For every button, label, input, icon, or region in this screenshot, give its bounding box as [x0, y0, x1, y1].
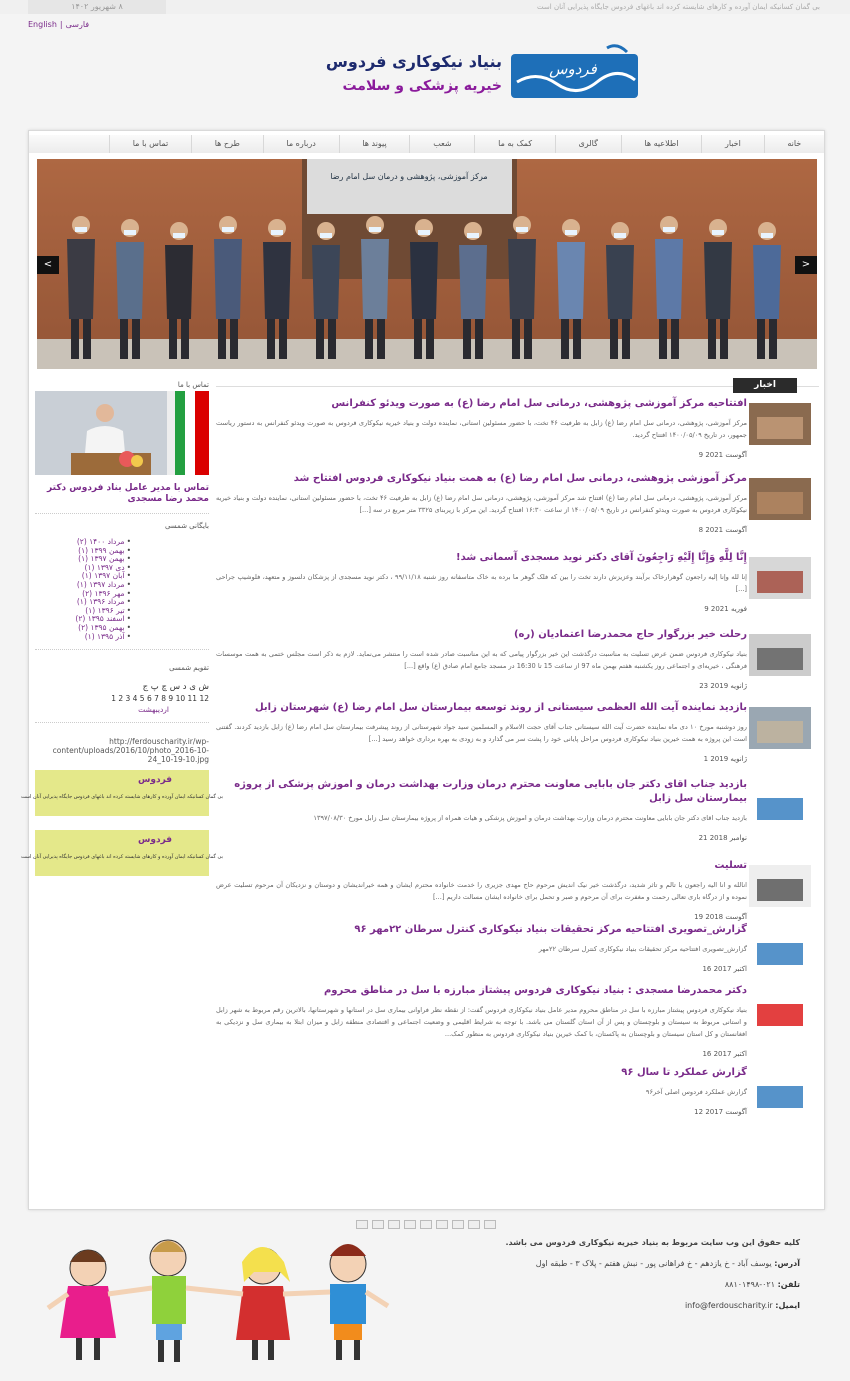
- nav-spacer: [29, 135, 109, 153]
- archive-link[interactable]: • بهمن ۱۳۹۹ (۱): [35, 547, 131, 556]
- news-date: 9 فوریه 2021: [704, 605, 747, 613]
- sidebar: [20, 381, 224, 876]
- main-nav: [109, 135, 824, 153]
- news-thumbnail[interactable]: [749, 634, 811, 676]
- logo-mark-text: فردوس: [549, 60, 597, 78]
- verse-banner-image: [20, 830, 224, 876]
- news-excerpt: بنیاد نیکوکاری فردوس پیشتاز مبارزه با سل در مناطق محروم مدیر عامل بنیاد نیکوکاری فردوس گفت: از نقطه نظر فراوانی بیماری سل در استانها و شهرستانها، بالاترین رقم مربوط به شهر زابل و استانی مربوط به سیستان و بلوچستان و پس از آن استان گلستان می باشد. با توجه به شرایط اقلیمی و وضعیت اجتماعی و اقتصادی منطقه زابل و میزان ابتلا به بیماری سل و نزدیکی به افغانستان و کل استان سیستان و بلوچستان به پاکستان، با کمک خیرین بنیاد نیکوکاری فردوس به منظور کمک...: [216, 1006, 747, 1038]
- news-item: [216, 923, 819, 973]
- calendar-month-link[interactable]: اردیبهشت: [138, 705, 169, 715]
- svg-text:بی گمان کسانیکه ایمان آورده و: بی گمان کسانیکه ایمان آورده و کارهای شایسته کرده اند باغهای فردوس جایگاه پذیرایی آنان است: [20, 854, 224, 861]
- news-title-link[interactable]: بازدید جناب اقای دکتر جان بابایی معاونت محترم درمان وزارت بهداشت درمان و اموزش پزشکی از پروژه بیمارستان سل زابل: [234, 779, 747, 804]
- archive-link[interactable]: • بهمن ۱۳۹۷ (۱): [35, 555, 131, 564]
- archive-link[interactable]: • دی ۱۳۹۷ (۱): [35, 564, 131, 573]
- top-bar: [0, 0, 850, 14]
- news-item: [216, 551, 819, 613]
- news-thumbnail[interactable]: [749, 1072, 811, 1114]
- archive-link[interactable]: • بهمن ۱۳۹۵ (۲): [35, 624, 131, 633]
- nav-item[interactable]: درباره ما: [263, 135, 339, 153]
- social-icon[interactable]: [436, 1220, 448, 1229]
- news-thumbnail[interactable]: [749, 478, 811, 520]
- verse-banner-image: [20, 770, 224, 816]
- social-icon[interactable]: [452, 1220, 464, 1229]
- news-title-link[interactable]: رحلت خیر بزرگوار حاج محمدرضا اعتمادیان (ره): [513, 629, 747, 640]
- news-excerpt: مرکز آموزشی، پژوهشی، درمانی سل امام رضا (ع) افتتاح شد مرکز آموزشی، پژوهشی، درمانی سل امام رضا (ع) زابل به ظرفیت ۴۶ تخت، با حضور مسئولین استانی، نماینده دولت و بنیاد خیریه نیکوکاری فردوس به صورت ویدئو کنفرانس در تاریخ ۱۴۰۰/۰۵/۰۹ از ساعت ۱۶:۳۰ افتتاح گردید. این مرکز با زیربنای ۳۳۲۵ متر مربع در سه [...]: [216, 494, 747, 514]
- news-title-link[interactable]: إِنَّا لِلَّهِ وَإِنَّا إِلَيْهِ رَاجِعُونَ آقای دکتر نوید مسجدی آسمانی شد!: [456, 552, 747, 563]
- news-date: 21 نوامبر 2018: [698, 834, 747, 842]
- lang-farsi-link[interactable]: فارسی: [65, 20, 90, 29]
- archive-link[interactable]: • مهر ۱۳۹۶ (۲): [35, 590, 131, 599]
- news-date: 19 آگوست 2018: [694, 913, 747, 921]
- nav-item[interactable]: تماس با ما: [109, 135, 191, 153]
- news-date: 12 آگوست 2017: [694, 1108, 747, 1116]
- news-date: 9 آگوست 2021: [698, 451, 747, 459]
- archive-heading: بایگانی شمسی: [164, 522, 209, 530]
- nav-item[interactable]: خانه: [764, 135, 824, 153]
- news-header-line: [216, 386, 819, 387]
- news-item: [216, 984, 819, 1058]
- archive-link[interactable]: • مرداد ۱۴۰۰ (۲): [35, 538, 131, 547]
- footer-email-link[interactable]: info@ferdouscharity.ir: [684, 1301, 773, 1310]
- hero-slider: [37, 159, 817, 369]
- archive-link[interactable]: • اسفند ۱۳۹۵ (۲): [35, 615, 131, 624]
- divider: [35, 513, 209, 514]
- nav-item[interactable]: گالری: [555, 135, 621, 153]
- news-item: [216, 1066, 819, 1116]
- verse-banner[interactable]: [20, 770, 224, 816]
- news-date: 1 ژانویه 2019: [703, 755, 747, 763]
- manager-contact-link[interactable]: تماس با مدیر عامل بناد فردوس دکتر محمد رضا مسجدی: [47, 483, 209, 504]
- news-thumbnail[interactable]: [749, 403, 811, 445]
- nav-item[interactable]: کمک به ما: [474, 135, 554, 153]
- ferdous-logo-mark: [507, 40, 642, 102]
- archive-link[interactable]: • تیر ۱۳۹۶ (۱): [35, 607, 131, 616]
- archive-link[interactable]: • آذر ۱۳۹۵ (۱): [35, 633, 131, 642]
- news-header: [216, 377, 819, 393]
- calendar-dates: 1 2 3 4 5 6 7 8 9 10 11 12: [111, 694, 209, 704]
- slider-prev-button[interactable]: <: [37, 256, 59, 274]
- news-thumbnail[interactable]: [749, 865, 811, 907]
- footer-address: یوسف آباد - خ یازدهم - خ فراهانی پور - نبش هفتم - پلاک ۳ - طبقه اول: [535, 1259, 772, 1268]
- news-item: [216, 701, 819, 763]
- news-title-link[interactable]: تسلیت: [714, 860, 747, 871]
- lang-separator: |: [59, 20, 63, 29]
- lang-english-link[interactable]: English: [28, 20, 57, 29]
- nav-item[interactable]: پیوند ها: [339, 135, 410, 153]
- news-excerpt: إنا لله وإنا إليه راجعون گوهرارخاک برآیند وعزیزش دارند تخت را بین که فلک گوهر ما برده به خاک متاسفانه روز شنبه ۹۹/۱۱/۱۸ ، دکتر نوید مسجدی از پزشکان دلسوز و متعهد، فلوشیپ جراحی [...]: [216, 573, 747, 593]
- news-excerpt: روز دوشنبه مورخ ۱۰ دی ماه نماینده حضرت آیت الله سیستانی جناب آقای حجت الاسلام و المسلمین سید جواد شهرستانی از روند پیشرفت بیمارستان سل امام رضا (ع) زابل بازدید کردند. گفتنی است این پروژه به همت خیرین بنیاد نیکوکاری فردوس مراحل پایانی خود را پشت سر می گذارد و به زودی به بهره برداری خواهد رسید [...]: [216, 723, 747, 743]
- footer-info: [380, 1232, 800, 1316]
- news-item: [216, 472, 819, 534]
- news-thumbnail[interactable]: [749, 929, 811, 971]
- news-thumbnail[interactable]: [749, 784, 811, 826]
- kids-illustration: [28, 1228, 398, 1368]
- news-title-link[interactable]: گزارش عملکرد تا سال ۹۶: [621, 1067, 747, 1078]
- news-heading: اخبار: [733, 378, 797, 393]
- news-thumbnail[interactable]: [749, 707, 811, 749]
- news-item: [216, 859, 819, 921]
- news-thumbnail[interactable]: [749, 557, 811, 599]
- footer-address-label: آدرس:: [774, 1259, 800, 1268]
- verse-banner[interactable]: [20, 830, 224, 876]
- news-title-link[interactable]: بازدید نماینده آیت الله العظمی سیستانی از روند توسعه بیمارستان سل امام رضا (ع) شهرستان زابل: [254, 702, 747, 713]
- footer-phone: ۰۲۱-۸۸۱۰۱۴۹۸: [724, 1280, 776, 1289]
- logo-title: بنیاد نیکوکاری فردوس: [325, 52, 502, 71]
- archive-link[interactable]: • مرداد ۱۳۹۷ (۱): [35, 581, 131, 590]
- news-date: 16 اکتبر 2017: [702, 965, 747, 973]
- verse-ticker: بی گمان کسانیکه ایمان آورده و کارهای شایسته کرده اند باغهای فردوس جایگاه پذیرایی آنان است: [537, 3, 820, 11]
- slide-photo: [37, 159, 817, 369]
- news-excerpt: بازدید جناب اقای دکتر جان بابایی معاونت محترم درمان وزارت بهداشت درمان و اموزش پزشکی و هیات همراه از پروژه بیمارستان سل زابل مورخ ۱۳۹۷/۰۸/۳۰: [313, 814, 747, 822]
- archive-link[interactable]: • مرداد ۱۳۹۶ (۱): [35, 598, 131, 607]
- news-excerpt: بنیاد نیکوکاری فردوس ضمن عرض تسلیت به مناسبت درگذشت این خیر بزرگوار پیامی که به این مناسبت صادر شده است را منتشر می‌نماید. لازم به ذکر است مجلس ختمی به همت موسسات فرهنگی ، خیریه‌ای و اجتماعی روز یکشنبه هفتم بهمن ماه 97 از ساعت 15 تا 16:30 در مسجد جامع امام صادق (ع) واقع [...]: [216, 650, 747, 670]
- archive-link[interactable]: • آبان ۱۳۹۷ (۱): [35, 572, 131, 581]
- news-title-link[interactable]: مرکز آموزشی پژوهشی، درمانی سل امام رضا (ع) به همت بنیاد نیکوکاری فردوس افتتاح شد: [293, 473, 747, 484]
- news-title-link[interactable]: دکتر محمدرضا مسجدی : بنیاد نیکوکاری فردوس پیشتاز مبارزه با سل در مناطق محروم: [323, 985, 747, 996]
- site-logo[interactable]: [272, 36, 642, 108]
- contact-heading: تماس با ما: [177, 381, 209, 389]
- news-excerpt: گزارش_تصویری افتتاحیه مرکز تحقیقات بنیاد نیکوکاری کنترل سرطان ۲۲مهر: [538, 945, 747, 953]
- nav-item[interactable]: اخبار: [701, 135, 763, 153]
- news-title-link[interactable]: گزارش_تصویری افتتاحیه مرکز تحقیقات بنیاد نیکوکاری کنترل سرطان ۲۲مهر ۹۶: [354, 924, 747, 935]
- photo-link[interactable]: http://ferdouscharity.ir/wp-content/uploads/2016/10/photo_2016-10-24_10-19-10.jpg: [52, 737, 209, 765]
- manager-photo[interactable]: [35, 391, 209, 475]
- archive-list: [35, 538, 209, 641]
- news-thumbnail[interactable]: [749, 990, 811, 1032]
- news-excerpt: انالله و انا الیه راجعون با تالم و تاثر شدید، درگذشت خیر نیک اندیش مرحوم حاج مهدی جزیری را خدمت خانواده محترم ایشان و همه خیراندیشان و دوستان و نزدیکان آن مرحوم تسلیت عرض نموده و از درگاه باری تعالی رحمت و مغفرت برای آن مرحوم و صبر و تحمل برای خانواده ایشان مسالت داریم [...]: [216, 881, 747, 901]
- news-date: 8 آگوست 2021: [698, 526, 747, 534]
- svg-text:فردوس: فردوس: [137, 835, 173, 846]
- news-item: [216, 628, 819, 690]
- svg-text:بی گمان کسانیکه ایمان آورده و: بی گمان کسانیکه ایمان آورده و کارهای شایسته کرده اند باغهای فردوس جایگاه پذیرایی آنان است: [20, 794, 224, 801]
- news-title-link[interactable]: افتتاحیه مرکز آموزشی پژوهشی، درمانی سل امام رضا (ع) به صورت ویدئو کنفرانس: [331, 398, 747, 409]
- news-excerpt: گزارش عملکرد فردوس اصلی آخر۹۶: [645, 1088, 747, 1096]
- current-date: ۸ شهریور ۱۴۰۲: [28, 0, 166, 14]
- calendar-weekdays: ش ی د س چ پ ج: [142, 682, 209, 693]
- footer-phone-label: تلفن:: [777, 1280, 800, 1289]
- news-date: 16 اکتبر 2017: [702, 1050, 747, 1058]
- divider: [35, 722, 209, 723]
- main-frame: [20, 130, 825, 1210]
- slider-next-button[interactable]: >: [795, 256, 817, 274]
- calendar-heading: تقویم شمسی: [169, 664, 209, 673]
- nav-item[interactable]: شعب: [409, 135, 474, 153]
- svg-text:فردوس: فردوس: [137, 775, 173, 786]
- footer-copyright: کلیه حقوق این وب سایت مربوط به بنیاد خیریه نیکوکاری فردوس می باشد.: [505, 1238, 800, 1247]
- news-date: 23 ژانویه 2019: [699, 682, 747, 690]
- footer-email-label: ایمیل:: [775, 1301, 800, 1310]
- social-icon[interactable]: [404, 1220, 416, 1229]
- news-excerpt: مرکز آموزشی، پژوهشی، درمانی سل امام رضا (ع) زابل به ظرفیت ۴۶ تخت، با حضور مسئولین استانی، نماینده دولت و بنیاد خیریه نیکوکاری فردوس به صورت ویدئو کنفرانس به دستور ریاست جمهور، در تاریخ ۱۴۰۰/۰۵/۰۹ افتتاح گردید.: [216, 419, 747, 439]
- social-icon[interactable]: [484, 1220, 496, 1229]
- news-item: [216, 397, 819, 459]
- slide-sign-text: مرکز آموزشی، پژوهشی و درمان سل امام رضا: [330, 172, 488, 181]
- nav-item[interactable]: طرح ها: [191, 135, 263, 153]
- logo-subtitle: خیریه پزشکی و سلامت: [342, 78, 502, 94]
- news-item: [216, 778, 819, 842]
- social-icon[interactable]: [420, 1220, 432, 1229]
- social-icon[interactable]: [468, 1220, 480, 1229]
- nav-item[interactable]: اطلاعیه ها: [621, 135, 702, 153]
- language-switcher: [28, 20, 89, 29]
- divider: [35, 649, 209, 650]
